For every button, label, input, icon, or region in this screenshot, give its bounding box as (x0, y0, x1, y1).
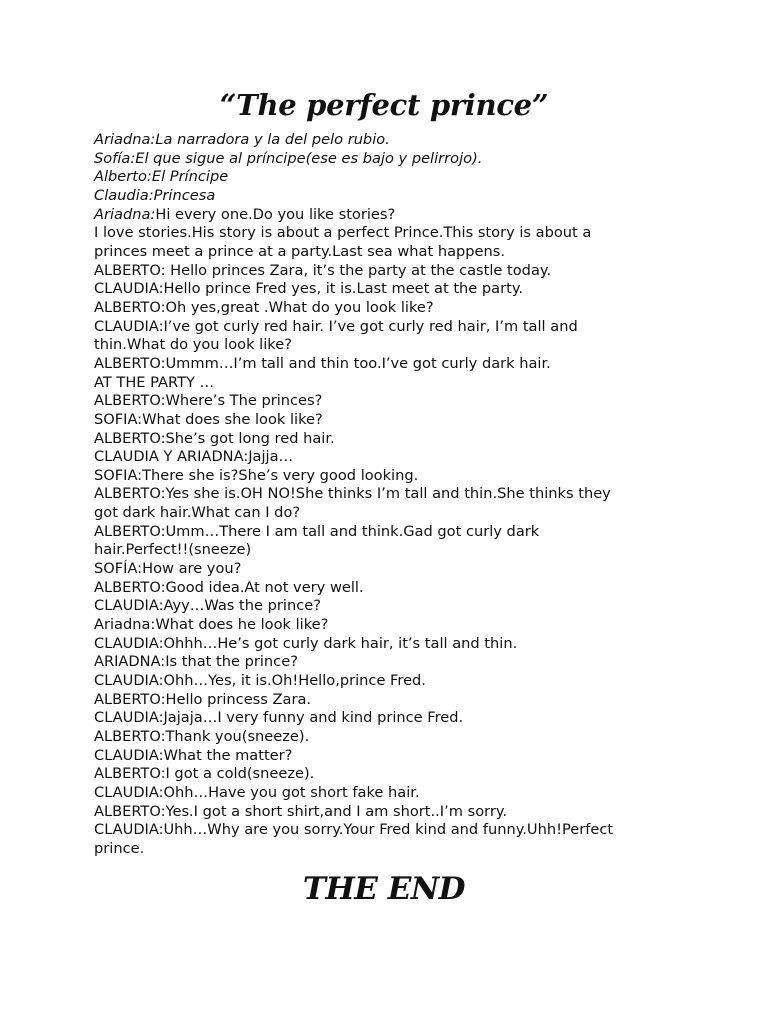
cast-line: Sofía:El que sigue al príncipe(ese es bajo y pelirrojo). (94, 149, 483, 167)
script-line: CLAUDIA:Jajaja…I very funny and kind prince Fred. (94, 709, 464, 727)
script-line: ALBERTO:Yes she is.OH NO!She thinks I’m tall and thin.She thinks they (94, 485, 611, 503)
script-line: CLAUDIA:Uhh…Why are you sorry.Your Fred kind and funny.Uhh!Perfect (94, 821, 614, 839)
script-line: ALBERTO:Where’s The princes? (94, 392, 323, 410)
script-line: CLAUDIA:Hello prince Fred yes, it is.Last meet at the party. (94, 280, 524, 298)
script-line: SOFIA:What does she look like? (94, 410, 323, 428)
script-line: CLAUDIA:Ohh…Have you got short fake hair. (94, 783, 420, 801)
script-line: I love stories.His story is about a perfect Prince.This story is about a (94, 224, 592, 242)
script-line: AT THE PARTY … (94, 373, 215, 391)
script-line: ALBERTO:Oh yes,great .What do you look like? (94, 298, 434, 316)
script-line: ALBERTO:Hello princess Zara. (94, 690, 312, 708)
script-line: ALBERTO:Yes.I got a short shirt,and I am short..I’m sorry. (94, 802, 508, 820)
script-line: ALBERTO:Thank you(sneeze). (94, 728, 310, 745)
script-line: CLAUDIA Y ARIADNA:Jajja… (94, 448, 294, 466)
script-line: ALBERTO:Good idea.At not very well. (94, 578, 364, 596)
document-title: “The perfect prince” (219, 88, 549, 122)
script-line: got dark hair.What can I do? (94, 504, 301, 522)
script-line: prince. (94, 839, 145, 857)
cast-line: Alberto:El Príncipe (94, 168, 229, 186)
script-line: thin.What do you look like? (94, 336, 292, 354)
narrator-name: Ariadna: (94, 205, 156, 223)
script-line: CLAUDIA:Ohh…Yes, it is.Oh!Hello,prince Fred. (94, 672, 426, 690)
script-line: Ariadna:What does he look like? (94, 616, 329, 634)
script-line: ARIADNA:Is that the prince? (94, 653, 298, 671)
script-line: CLAUDIA:What the matter? (94, 746, 293, 764)
script-line: hair.Perfect!!(sneeze) (94, 541, 252, 559)
script-body (94, 131, 674, 859)
script-line: SOFIA:There she is?She’s very good looking. (94, 466, 419, 484)
narrator-line (94, 206, 674, 225)
end-heading: THE END (302, 871, 466, 907)
cast-line: Ariadna:La narradora y la del pelo rubio. (94, 131, 390, 148)
script-line: ALBERTO:I got a cold(sneeze). (94, 765, 315, 783)
script-line: princes meet a prince at a party.Last sea what happens. (94, 242, 506, 260)
narrator-text: Hi every one.Do you like stories? (155, 205, 396, 223)
script-line: CLAUDIA:Ohhh…He’s got curly dark hair, it’s tall and thin. (94, 634, 518, 652)
script-line: SOFÍA:How are you? (94, 560, 242, 578)
script-line: ALBERTO:She’s got long red hair. (94, 429, 335, 447)
script-line: CLAUDIA:I’ve got curly red hair. I’ve got curly red hair, I’m tall and (94, 317, 578, 335)
script-line: ALBERTO:Umm…There I am tall and think.Gad got curly dark (94, 522, 540, 540)
cast-line: Claudia:Princesa (94, 186, 216, 204)
script-line: ALBERTO: Hello princes Zara, it’s the party at the castle today. (94, 261, 552, 279)
script-line: ALBERTO:Ummm…I’m tall and thin too.I’ve got curly dark hair. (94, 354, 551, 372)
script-line: CLAUDIA:Ayy…Was the prince? (94, 597, 321, 615)
